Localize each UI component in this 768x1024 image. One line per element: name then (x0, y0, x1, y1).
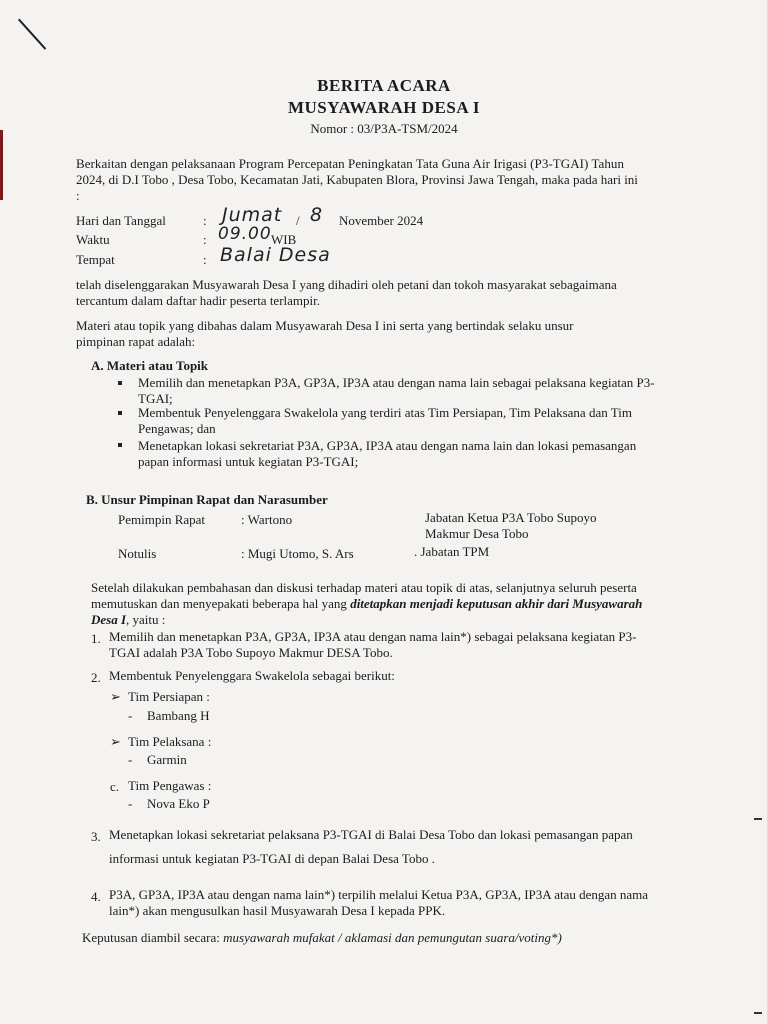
team-pengawas-member: Nova Eko P (147, 796, 210, 811)
waktu-suffix: WIB (271, 232, 297, 247)
decision-4-line-2: lain*) akan mengusulkan hasil Musyawarah Desa I kepada PPK. (109, 903, 446, 918)
decision-4-line-1: P3A, GP3A, IP3A atau dengan nama lain*) terpilih melalui Ketua P3A, GP3A, IP3A atau dengan nama (109, 887, 649, 902)
decision-1-line-1: Memilih dan menetapkan P3A, GP3A, IP3A atau dengan nama lain*) sebagai pelaksana kegiatan P3- (109, 629, 637, 644)
intro-line-3: : (76, 188, 80, 203)
margin-tick (754, 818, 762, 820)
materi-item-3-line-1: Menetapkan lokasi sekretariat P3A, GP3A, IP3A atau dengan nama lain dan lokasi pemasangan (138, 438, 637, 453)
decision-4-number: 4. (91, 889, 101, 904)
materi-item-2-line-2: Pengawas; dan (138, 421, 216, 436)
intro-line-1: Berkaitan dengan pelaksanaan Program Percepatan Peningkatan Tata Guna Air Irigasi (P3-TGAI) Tahun (76, 156, 625, 171)
hari-handwritten-date: 8 (310, 204, 324, 226)
team-pelaksana-member: Garmin (147, 752, 187, 767)
team-pengawas-label: Tim Pengawas : (128, 778, 212, 793)
decision-intro-plain: memutuskan dan menyepakati beberapa hal yang (91, 596, 351, 611)
decision-2-line-1: Membentuk Penyelenggara Swakelola sebagai berikut: (109, 668, 395, 683)
section-b-heading: B. Unsur Pimpinan Rapat dan Narasumber (86, 492, 328, 507)
waktu-label: Waktu (76, 232, 110, 247)
document-number: Nomor : 03/P3A-TSM/2024 (310, 121, 458, 136)
decision-1-number: 1. (91, 631, 101, 646)
waktu-colon: : (203, 232, 207, 247)
pemimpin-value: : Wartono (241, 512, 293, 527)
materi-item-3-line-2: papan informasi untuk kegiatan P3-TGAI; (138, 454, 359, 469)
team-pelaksana-label: Tim Pelaksana : (128, 734, 212, 749)
decision-intro-tail: , yaitu : (126, 612, 166, 627)
decision-method (82, 930, 562, 946)
decision-3-number: 3. (91, 829, 101, 844)
pemimpin-jabatan-line-1: Jabatan Ketua P3A Tobo Supoyo (425, 510, 597, 525)
decision-3-line-1: Menetapkan lokasi sekretariat pelaksana P3-TGAI di Balai Desa Tobo dan lokasi pemasangan papan (109, 827, 633, 842)
hari-label: Hari dan Tanggal (76, 213, 166, 228)
bullet-icon (118, 411, 122, 415)
materi-intro-line-2: pimpinan rapat adalah: (76, 334, 196, 349)
binding-mark (0, 130, 3, 200)
team-dash: - (128, 708, 133, 723)
held-line-2: tercantum dalam daftar hadir peserta terlampir. (76, 293, 320, 308)
notulis-value: : Mugi Utomo, S. Ars (241, 546, 354, 561)
decision-method-label: Keputusan diambil secara: (82, 930, 224, 945)
document-title: BERITA ACARA (317, 76, 451, 95)
intro-line-2: 2024, di D.I Tobo , Desa Tobo, Kecamatan Jati, Kabupaten Blora, Provinsi Jawa Tengah, maka pada hari ini (76, 172, 638, 187)
team-persiapan-member: Bambang H (147, 708, 210, 723)
document-subtitle: MUSYAWARAH DESA I (287, 98, 481, 117)
team-dash: - (128, 752, 133, 767)
tempat-handwritten: Balai Desa (220, 244, 331, 266)
held-line-1: telah diselenggarakan Musyawarah Desa I yang dihadiri oleh petani dan tokoh masyarakat sebagaimana (76, 277, 617, 292)
decision-2-number: 2. (91, 670, 101, 685)
hari-month-year: November 2024 (339, 213, 424, 228)
team-marker-arrow-icon: ➢ (110, 734, 121, 749)
decision-intro-emphasis: ditetapkan menjadi keputusan akhir dari Musyawarah (350, 596, 643, 611)
materi-intro-line-1: Materi atau topik yang dibahas dalam Musyawarah Desa I ini serta yang bertindak selaku unsur (76, 318, 574, 333)
team-persiapan-label: Tim Persiapan : (128, 689, 210, 704)
pemimpin-jabatan-line-2: Makmur Desa Tobo (425, 526, 529, 541)
pen-stroke-mark (18, 19, 46, 50)
tempat-label: Tempat (76, 252, 115, 267)
materi-item-1-line-1: Memilih dan menetapkan P3A, GP3A, IP3A atau dengan nama lain sebagai pelaksana kegiatan P3- (138, 375, 655, 390)
waktu-handwritten: 09.00 (218, 224, 272, 244)
decision-1-line-2: TGAI adalah P3A Tobo Supoyo Makmur DESA Tobo. (109, 645, 393, 660)
bullet-icon (118, 443, 122, 447)
notulis-jabatan: . Jabatan TPM (414, 544, 490, 559)
team-marker-c: c. (110, 779, 120, 794)
decision-intro-line-2 (91, 596, 642, 612)
tempat-colon: : (203, 252, 207, 267)
decision-method-options: musyawarah mufakat / aklamasi dan pemungutan suara/voting*) (223, 930, 562, 945)
hari-colon: : (203, 213, 207, 228)
hari-separator: / (296, 213, 300, 228)
bullet-icon (118, 381, 122, 385)
margin-tick (754, 1012, 762, 1014)
decision-intro-line-3 (91, 612, 165, 628)
materi-item-1-line-2: TGAI; (138, 391, 173, 406)
decision-3-line-2: informasi untuk kegiatan P3-TGAI di depan Balai Desa Tobo . (109, 851, 435, 866)
pemimpin-label: Pemimpin Rapat (118, 512, 206, 527)
team-marker-arrow-icon: ➢ (110, 689, 121, 704)
notulis-label: Notulis (118, 546, 157, 561)
materi-item-2-line-1: Membentuk Penyelenggara Swakelola yang terdiri atas Tim Persiapan, Tim Pelaksana dan Tim (138, 405, 632, 420)
team-dash: - (128, 796, 133, 811)
decision-intro-emphasis-end: Desa I (91, 612, 127, 627)
hari-handwritten-day: Jumat (222, 204, 283, 226)
section-a-heading: A. Materi atau Topik (91, 358, 209, 373)
decision-intro-line-1: Setelah dilakukan pembahasan dan diskusi terhadap materi atau topik di atas, selanjutnya seluruh peserta (91, 580, 637, 595)
